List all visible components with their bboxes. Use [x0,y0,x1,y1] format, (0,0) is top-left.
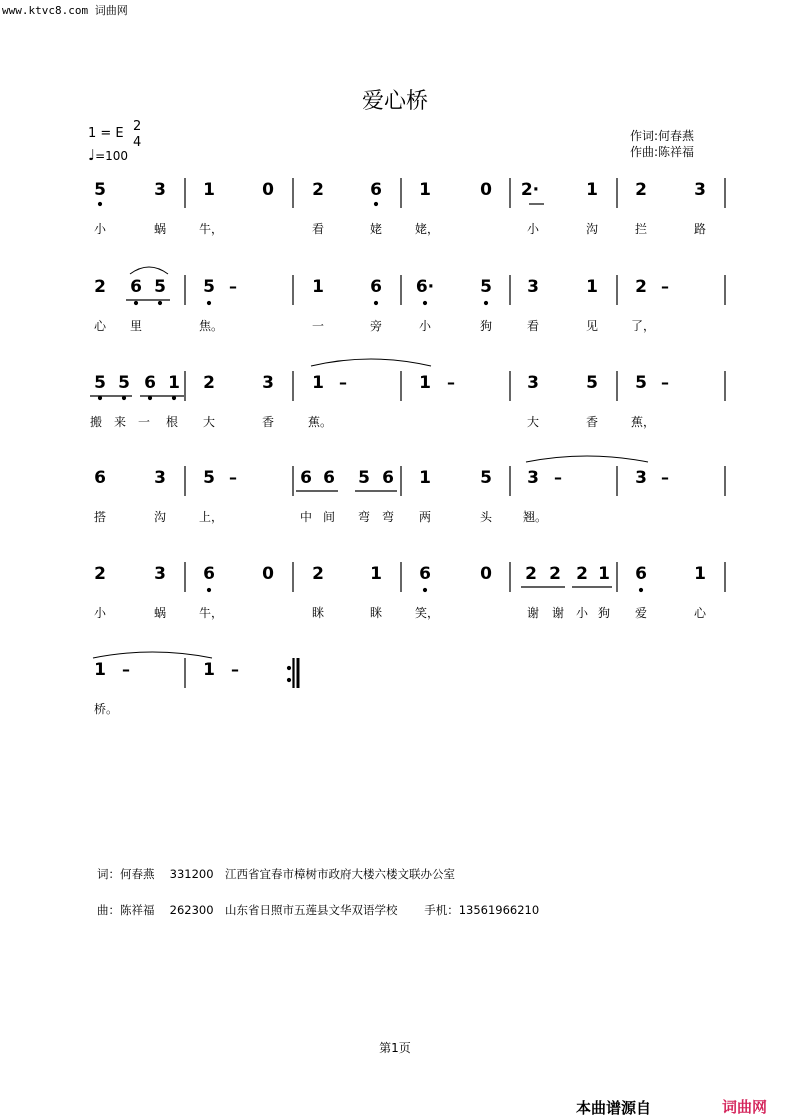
note: 2 [576,564,588,584]
lyric-char: 路 [693,222,706,236]
note: 5 [94,180,106,200]
slur [93,652,212,658]
octave-dot [639,588,642,591]
lyric-char: 蕉。 [308,415,333,429]
lyric-char: 头 [479,510,492,524]
octave-dot [98,202,101,205]
lyric-char: 笑， [415,606,440,620]
lyric-char: 一 [137,415,150,429]
note: – [339,373,347,392]
lyric-char: 一 [311,319,324,333]
note: 5 [94,373,106,393]
note: 6· [415,277,435,297]
octave-dot [122,396,125,399]
note: 3 [262,373,274,393]
lyric-char: 蜗 [153,606,166,620]
note: 3 [694,180,706,200]
lyric-char: 心 [93,319,106,333]
lyric-char: 沟 [153,510,166,524]
lyric-char: 来 [113,415,126,429]
meter-top: 2 [133,119,142,134]
lyric-char: 看 [311,222,324,236]
lyric-char: 香 [261,415,274,429]
lyric-char: 小 [93,222,106,236]
lyric-char: 小 [575,606,588,620]
lyric-char: 弯 [357,510,370,524]
lyric-char: 牛， [199,606,224,620]
note: 2 [94,564,106,584]
composer-credit: 作曲:陈祥福 [630,145,695,159]
note: 5 [358,468,370,488]
octave-dot [423,301,426,304]
lyric-char: 见 [585,319,598,333]
note: 3 [635,468,647,488]
note: 6 [419,564,431,584]
note: 1 [419,373,431,393]
slur [526,456,648,462]
slur [130,267,168,274]
lyric-char: 眯 [311,606,324,620]
lyric-char: 狗 [597,606,610,620]
note: – [447,373,455,392]
note: 2 [94,277,106,297]
note: – [231,660,239,679]
note: 1 [586,180,598,200]
lyric-char: 大 [526,415,539,429]
note: 6 [94,468,106,488]
note: 6 [382,468,394,488]
octave-dot [148,396,151,399]
lyric-char: 拦 [634,222,647,236]
lyric-char: 翘。 [523,510,548,524]
lyric-char: 搭 [93,510,106,524]
lyric-char: 两 [418,510,431,524]
note: 5 [635,373,647,393]
octave-dot [423,588,426,591]
octave-dot [172,396,175,399]
note: – [229,468,237,487]
note: – [661,468,669,487]
note: 1 [168,373,180,393]
note: 3 [527,373,539,393]
note: 1 [203,660,215,680]
site-logo[interactable]: 词曲网 [722,1098,768,1116]
note: 1 [419,180,431,200]
note: – [661,373,669,392]
octave-dot [207,588,210,591]
tempo-value: =100 [95,149,129,163]
note: 6 [130,277,142,297]
lyric-char: 间 [322,510,335,524]
lyric-char: 蕉， [631,415,656,429]
lyric-char: 桥。 [94,702,119,716]
note: 0 [262,564,274,584]
lyric-char: 蜗 [153,222,166,236]
note: – [122,660,130,679]
lyric-char: 谢 [526,606,539,620]
lyric-char: 香 [585,415,598,429]
note: 1 [598,564,610,584]
quarter-note-icon: ♩ [88,146,96,164]
lyricist-credit: 作词:何春燕 [630,129,695,143]
note: 0 [480,564,492,584]
meter-bottom: 4 [133,135,142,150]
note: 5 [154,277,166,297]
note: 5 [480,468,492,488]
note: 6 [323,468,335,488]
note: 3 [154,180,166,200]
note: 1 [312,373,324,393]
note: 6 [144,373,156,393]
note: 6 [203,564,215,584]
lyric-char: 谢 [551,606,564,620]
lyric-char: 小 [418,319,431,333]
octave-dot [374,301,377,304]
note: 2 [312,180,324,200]
note: 2 [549,564,561,584]
note: 3 [154,468,166,488]
slur [311,359,431,366]
note: 1 [312,277,324,297]
lyric-char: 爱 [634,606,647,620]
lyric-char: 眯 [369,606,382,620]
lyric-char: 中 [299,510,312,524]
lyric-char: 了， [631,319,656,333]
note: 2 [203,373,215,393]
note: 3 [527,468,539,488]
octave-dot [287,678,290,681]
note: 6 [300,468,312,488]
octave-dot [287,666,290,669]
note: 1 [586,277,598,297]
lyric-char: 上， [199,510,224,524]
lyric-char: 心 [693,606,706,620]
lyric-char: 里 [129,319,142,333]
song-title: 爱心桥 [361,89,428,114]
note: 3 [527,277,539,297]
lyric-char: 焦。 [199,319,224,333]
note: 1 [694,564,706,584]
lyric-char: 大 [202,415,215,429]
octave-dot [484,301,487,304]
note: 5 [203,277,215,297]
page-number: 第1页 [379,1041,411,1055]
lyric-char: 小 [93,606,106,620]
octave-dot [207,301,210,304]
octave-dot [158,301,161,304]
note: 3 [154,564,166,584]
note: – [661,277,669,296]
lyric-char: 姥 [369,222,382,236]
lyric-char: 根 [165,415,178,429]
note: 1 [203,180,215,200]
composer-info: 曲：陈祥福 262300 山东省日照市五莲县文华双语学校 手机：13561966210 [97,903,540,917]
lyric-char: 沟 [585,222,598,236]
note: 2· [520,180,540,200]
lyric-char: 小 [526,222,539,236]
lyricist-info: 词：何春燕 331200 江西省宜春市樟树市政府大楼六楼文联办公室 [97,867,456,881]
note: 5 [586,373,598,393]
note: 0 [262,180,274,200]
lyric-char: 牛， [199,222,224,236]
lyric-char: 狗 [479,319,492,333]
note: 5 [203,468,215,488]
note: 5 [480,277,492,297]
lyric-char: 看 [526,319,539,333]
note: 1 [419,468,431,488]
site-watermark[interactable]: www.ktvc8.com 词曲网 [2,4,128,17]
octave-dot [374,202,377,205]
note: 6 [370,180,382,200]
note: 5 [118,373,130,393]
note: 2 [312,564,324,584]
lyric-char: 搬 [89,415,102,429]
octave-dot [134,301,137,304]
note: 0 [480,180,492,200]
note: 6 [370,277,382,297]
note: 2 [635,277,647,297]
lyric-char: 弯 [381,510,394,524]
source-label: 本曲谱源自 [576,1099,652,1117]
note: 6 [635,564,647,584]
octave-dot [98,396,101,399]
note: 1 [370,564,382,584]
note: – [554,468,562,487]
note: – [229,277,237,296]
key-signature: 1 = E [88,126,124,141]
lyric-char: 姥， [415,222,440,236]
note: 1 [94,660,106,680]
note: 2 [525,564,537,584]
lyric-char: 旁 [369,319,382,333]
note: 2 [635,180,647,200]
